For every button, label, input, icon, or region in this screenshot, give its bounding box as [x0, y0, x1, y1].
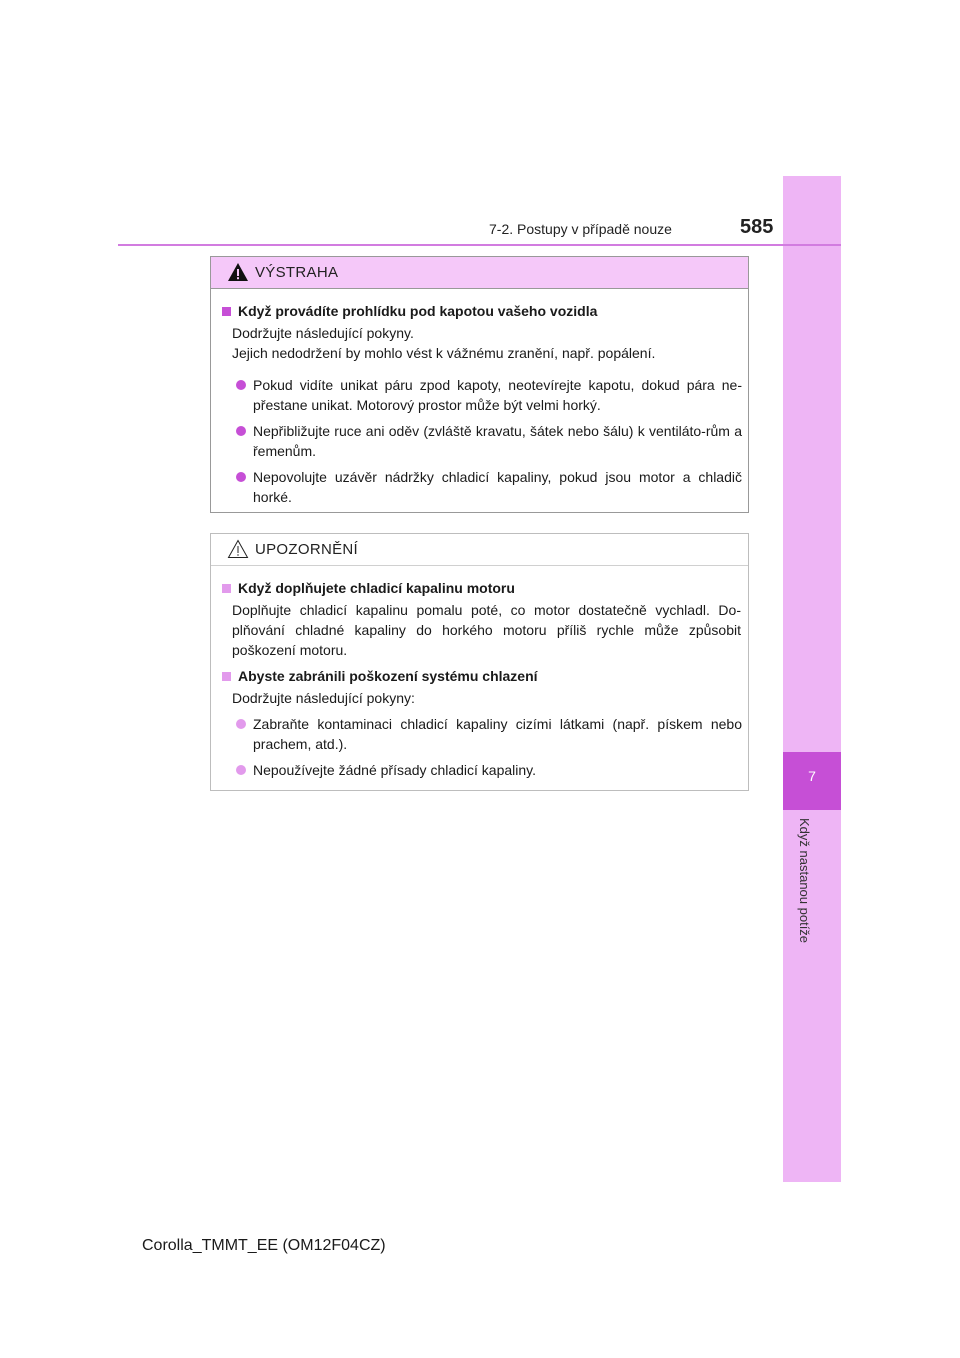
- square-bullet-icon: [222, 307, 231, 316]
- warning-bullet: [221, 467, 742, 507]
- notice-box-header: [211, 534, 748, 566]
- warning-heading-text: Když provádíte prohlídku pod kapotou vašeho vozidla: [238, 303, 598, 319]
- warning-box-header: [211, 257, 748, 289]
- notice-heading-2-text: Abyste zabránili poškození systému chlazení: [238, 668, 538, 684]
- square-bullet-icon: [222, 584, 231, 593]
- notice-heading-1: [221, 578, 742, 598]
- round-bullet-icon: [236, 719, 246, 729]
- notice-bullet: [221, 714, 742, 754]
- warning-bullet-text: Nepovolujte uzávěr nádržky chladicí kapaliny, pokud jsou motor a chladič horké.: [253, 469, 742, 505]
- notice-text-2: Dodržujte následující pokyny:: [232, 690, 415, 706]
- notice-bullet: [221, 760, 742, 780]
- chapter-number: 7: [808, 768, 816, 784]
- chapter-side-tab: [783, 176, 841, 1182]
- warning-intro-1: Dodržujte následující pokyny.: [232, 325, 414, 341]
- notice-text-1: Doplňujte chladicí kapalinu pomalu poté, co motor dostatečně vychladl. Do-plňování chladné kapaliny do horkého motoru příliš rychle může způsobit poškození motoru.: [232, 602, 741, 658]
- warning-box-title: VÝSTRAHA: [255, 264, 339, 281]
- caution-triangle-outline-icon: [227, 539, 249, 559]
- warning-intro-2: Jejich nedodržení by mohlo vést k vážnému zranění, např. popálení.: [232, 345, 656, 361]
- notice-heading-1-text: Když doplňujete chladicí kapalinu motoru: [238, 580, 515, 596]
- notice-heading-2: [221, 666, 742, 686]
- warning-heading: [221, 301, 742, 321]
- warning-bullet-text: Pokud vidíte unikat páru zpod kapoty, neotevírejte kapotu, dokud pára ne-přestane unikat. Motorový prostor může být velmi horký.: [253, 377, 742, 413]
- warning-box: [210, 256, 749, 513]
- warning-bullet: [221, 421, 742, 461]
- round-bullet-icon: [236, 765, 246, 775]
- notice-box: [210, 533, 749, 791]
- page-number: 585: [740, 216, 774, 238]
- chapter-title: Když nastanou potíže: [797, 818, 812, 944]
- header-rule: [118, 244, 841, 246]
- footer-model-code: Corolla_TMMT_EE (OM12F04CZ): [142, 1237, 386, 1254]
- warning-box-body: [211, 289, 748, 507]
- notice-box-body: [211, 566, 748, 780]
- notice-bullet-text: Nepoužívejte žádné přísady chladicí kapaliny.: [253, 762, 537, 778]
- round-bullet-icon: [236, 472, 246, 482]
- section-title: 7-2. Postupy v případě nouze: [489, 221, 672, 237]
- round-bullet-icon: [236, 380, 246, 390]
- warning-bullet: [221, 375, 742, 415]
- warning-bullet-text: Nepřibližujte ruce ani oděv (zvláště kravatu, šátek nebo šálu) k ventiláto-rům a řemenům.: [253, 423, 742, 459]
- notice-bullet-text: Zabraňte kontaminaci chladicí kapaliny cizími látkami (např. pískem nebo prachem, atd.).: [253, 716, 742, 752]
- round-bullet-icon: [236, 426, 246, 436]
- warning-triangle-icon: [227, 262, 249, 282]
- notice-box-title: UPOZORNĚNÍ: [255, 541, 359, 558]
- square-bullet-icon: [222, 672, 231, 681]
